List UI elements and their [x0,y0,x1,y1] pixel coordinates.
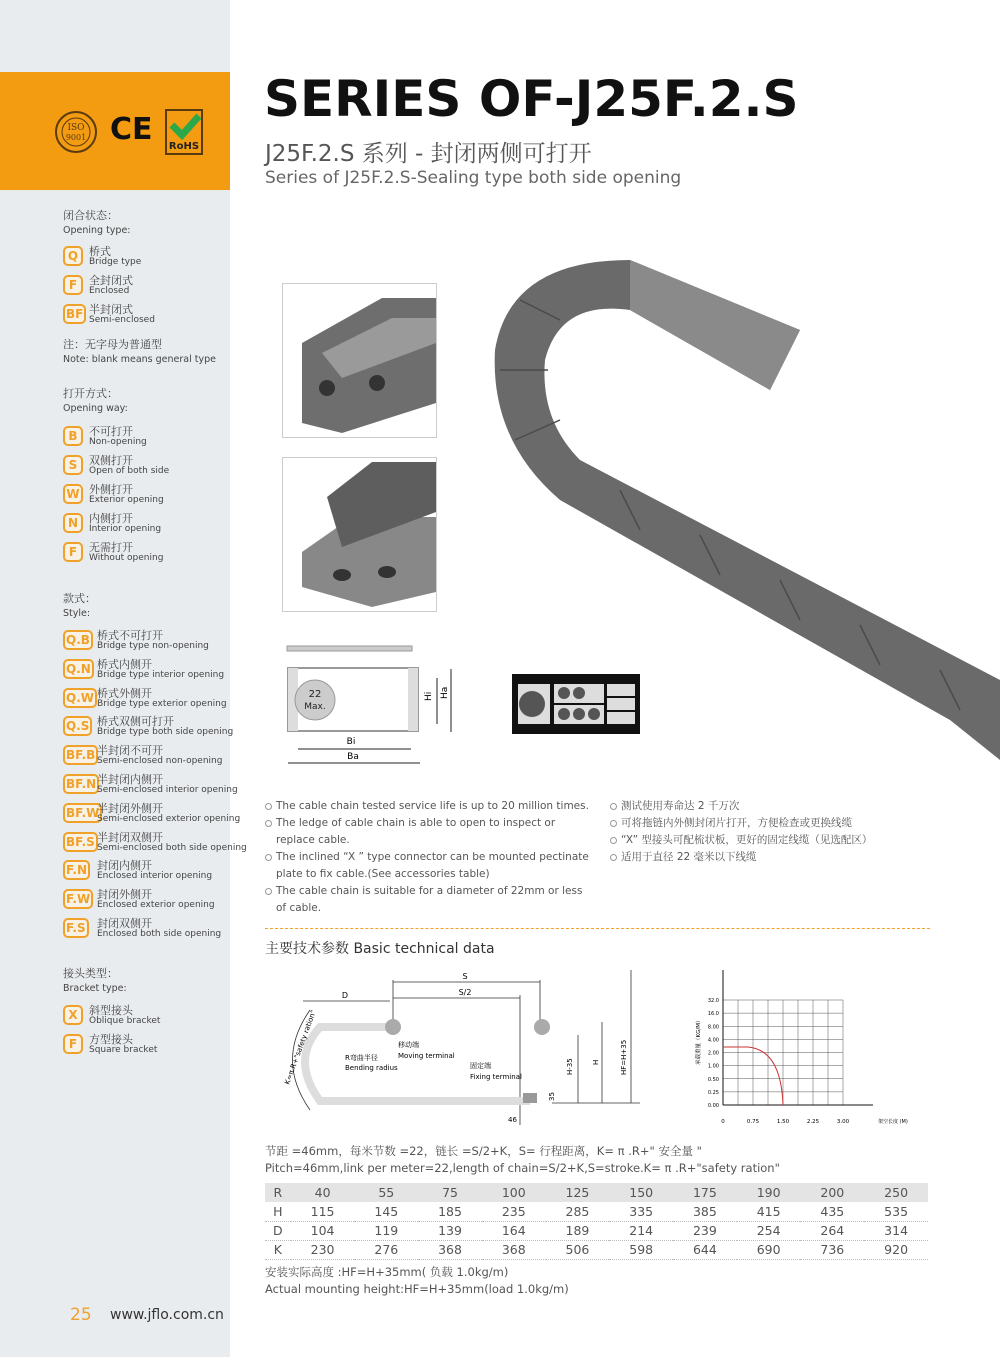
code-badge: S [63,455,83,475]
mounting-en: Actual mounting height:HF=H+35mm(load 1.0kg/m) [265,1282,569,1296]
y-tick: 16.0 [707,1011,719,1018]
x-tick: 1.50 [776,1119,790,1125]
y-label: 承载重量（KG/M） [696,1017,702,1065]
table-cell: 644 [673,1240,737,1259]
table-cell: 185 [418,1202,482,1221]
code-badge: F [63,542,83,562]
table-cell: 119 [354,1221,418,1240]
item-cn: 无需打开 [89,541,133,554]
item-cn: 封闭内侧开 [97,859,152,873]
svg-text:Ha: Ha [440,686,450,699]
table-cell: 239 [673,1221,737,1240]
code-badge: BF.W [63,803,102,823]
page-number: 25 [70,1305,92,1325]
item-en: Non-opening [89,437,147,447]
code-badge: Q.S [63,716,92,736]
code-badge: Q.N [63,659,94,679]
item-cn: 全封闭式 [89,274,133,287]
svg-text:Ba: Ba [347,752,359,762]
svg-text:R弯曲半径: R弯曲半径 [345,1054,378,1062]
y-tick: 4.00 [707,1037,719,1044]
item-en: Bridge type exterior opening [97,698,227,709]
item-en: Interior opening [89,524,162,534]
rohs-logo: RoHS [165,109,203,155]
feature-item: The ledge of cable chain is able to open to inspect or replace cable. [265,815,595,849]
feature-item: “X” 型接头可配梳状板，更好的固定线缆（见选配区） [610,832,930,849]
table-cell: 535 [864,1202,928,1221]
feature-item: 测试使用寿命达 2 千万次 [610,798,930,815]
table-cell: 435 [800,1202,864,1221]
table-cell: 190 [737,1183,801,1202]
table-cell: 368 [418,1240,482,1259]
item-cn: 封闭双侧开 [97,917,152,930]
y-tick: 32.0 [707,998,719,1004]
code-badge: Q [63,246,83,266]
feature-item: The inclined “X ” type connector can be mounted pectinate plate to fix cable.(See accessories table) [265,849,595,883]
item-en: Semi-enclosed [89,315,155,325]
x-tick: 2.25 [806,1119,820,1125]
formula-cn: 节距 =46mm，每米节数 =22，链长 =S/2+K，S= 行程距离，K= π .R+" 安全量 " [265,1144,702,1158]
cross-section-drawing [283,643,453,768]
svg-text:固定端: 固定端 [470,1062,491,1070]
row-label: D [265,1221,291,1240]
svg-text:S/2: S/2 [458,988,472,997]
table-cell: 285 [546,1202,610,1221]
item-cn: 桥式 [89,245,111,258]
svg-text:Bending radius: Bending radius [345,1064,398,1072]
code-badge: BF.S [63,832,98,852]
website-link[interactable]: www.jflo.com.cn [110,1307,224,1323]
svg-text:HF=H+35: HF=H+35 [620,1039,628,1075]
item-en: Oblique bracket [89,1016,161,1026]
code-badge: BF.B [63,745,98,765]
item-cn: 内侧打开 [89,512,133,525]
code-badge: B [63,426,83,446]
tech-heading: 主要技术参数 Basic technical data [265,941,495,957]
table-cell: 415 [737,1202,801,1221]
item-en: Semi-enclosed non-opening [97,756,223,767]
item-cn: 半封闭不可开 [97,744,163,758]
code-badge: W [63,484,83,504]
table-cell: 690 [737,1240,801,1259]
table-cell: 254 [737,1221,801,1240]
code-badge: Q.B [63,630,93,650]
item-cn: 封闭外侧开 [97,888,152,902]
mounting-cn: 安装实际高度 :HF=H+35mm( 负载 1.0kg/m) [265,1265,509,1279]
product-photo-detail-1 [282,283,437,438]
table-cell: 314 [864,1221,928,1240]
svg-text:D: D [341,991,349,1000]
item-en: Exterior opening [89,495,164,505]
svg-text:46: 46 [508,1116,517,1124]
table-cell: 189 [546,1221,610,1240]
load-chart [690,965,908,1130]
code-badge: F.W [63,889,93,909]
row-label: H [265,1202,291,1221]
item-en: Enclosed interior opening [97,871,213,882]
features-en [265,798,595,917]
svg-text:H: H [592,1059,600,1065]
y-tick: 0.25 [707,1089,719,1096]
max-diameter: 22 [308,689,322,700]
svg-text:K=π.R+"safety ration": K=π.R+"safety ration" [283,1009,318,1086]
item-en: Without opening [89,553,164,563]
style-heading: 款式： Style: [63,592,96,619]
item-cn: 外侧打开 [89,483,133,496]
table-cell: 115 [291,1202,355,1221]
item-cn: 斜型接头 [89,1004,133,1017]
item-en: Square bracket [89,1045,158,1055]
y-tick: 0.00 [707,1103,719,1109]
table-cell: 100 [482,1183,546,1202]
table-cell: 230 [291,1240,355,1259]
item-en: Enclosed both side opening [97,929,222,939]
max-label: Max. [304,702,326,712]
item-en: Bridge type both side opening [97,727,234,738]
table-cell: 276 [354,1240,418,1259]
svg-text:9001: 9001 [65,133,87,142]
code-badge: F [63,1034,83,1054]
item-en: Semi-enclosed both side opening [97,842,247,853]
row-label: K [265,1240,291,1259]
svg-text:ISO: ISO [67,123,85,133]
item-cn: 桥式双侧可打开 [97,715,174,729]
item-cn: 半封闭双侧开 [97,830,163,844]
code-badge: Q.W [63,688,97,708]
x-tick: 0 [721,1119,725,1125]
table-cell: 598 [609,1240,673,1259]
code-badge: X [63,1005,83,1025]
table-cell: 55 [354,1183,418,1202]
y-tick: 0.50 [707,1076,719,1083]
svg-text:Fixing terminal: Fixing terminal [470,1073,522,1081]
feature-item: 可将拖链内外侧封闭片打开，方便检查或更换线缆 [610,815,930,832]
table-cell: 506 [546,1240,610,1259]
table-row [265,1183,928,1202]
item-en: Bridge type non-opening [97,641,209,651]
svg-text:Bi: Bi [346,737,356,747]
chain-dimension-diagram [280,965,650,1130]
product-photo-detail-2 [282,457,437,612]
table-cell: 125 [546,1183,610,1202]
table-cell: 40 [291,1183,355,1202]
spec-table [265,1183,928,1260]
table-cell: 214 [609,1221,673,1240]
code-badge: BF [63,304,86,324]
opening-way-heading: 打开方式： Opening way: [63,387,128,414]
page-title: SERIES OF-J25F.2.S [264,70,799,128]
svg-text:Hi: Hi [424,691,434,701]
item-cn: 半封闭外侧开 [97,801,163,815]
item-cn: 双侧打开 [89,454,133,467]
features-cn [610,798,930,866]
svg-text:Moving terminal: Moving terminal [398,1052,455,1060]
table-row [265,1221,928,1240]
note: 注：无字母为普通型 Note: blank means general type [63,338,217,365]
table-cell: 368 [482,1240,546,1259]
feature-item: The cable chain tested service life is up to 20 million times. [265,798,595,815]
item-cn: 桥式外侧开 [97,686,152,700]
table-row [265,1240,928,1259]
table-cell: 250 [864,1183,928,1202]
item-cn: 桥式内侧开 [97,657,152,671]
table-cell: 920 [864,1240,928,1259]
feature-item: The cable chain is suitable for a diameter of 22mm or less of cable. [265,883,595,917]
item-cn: 不可打开 [89,425,133,438]
table-cell: 139 [418,1221,482,1240]
formula-en: Pitch=46mm,link per meter=22,length of chain=S/2+K,S=stroke.K= π .R+"safety ration" [265,1161,780,1175]
iso-9001-logo [52,110,102,156]
svg-text:移动端: 移动端 [398,1041,419,1049]
item-en: Bridge type [89,257,142,267]
subtitle-cn: J25F.2.S 系列 - 封闭两侧可打开 [265,141,592,167]
table-cell: 200 [800,1183,864,1202]
item-cn: 方型接头 [89,1033,133,1046]
item-en: Semi-enclosed exterior opening [97,813,241,824]
x-tick: 3.00 [836,1119,850,1125]
opening-type-heading: 闭合状态： Opening type: [63,209,131,236]
item-cn: 半封闭式 [89,303,133,316]
table-cell: 264 [800,1221,864,1240]
row-label: R [265,1183,291,1202]
check-icon [168,113,202,141]
item-en: Enclosed exterior opening [97,900,215,911]
table-cell: 145 [354,1202,418,1221]
table-cell: 75 [418,1183,482,1202]
table-cell: 335 [609,1202,673,1221]
svg-text:H-35: H-35 [566,1058,574,1075]
y-tick: 1.00 [707,1063,719,1070]
ce-mark: CE [110,112,153,147]
code-badge: F [63,275,83,295]
item-en: Open of both side [89,466,170,476]
item-en: Semi-enclosed interior opening [97,785,238,795]
item-en: Bridge type interior opening [97,669,225,680]
table-cell: 150 [609,1183,673,1202]
feature-item: 适用于直径 22 毫米以下线缆 [610,849,930,866]
code-badge: F.S [63,918,89,938]
svg-text:S: S [462,972,468,981]
code-badge: F.N [63,860,90,880]
x-tick: 0.75 [746,1119,760,1125]
connector-drawing [510,672,642,736]
table-cell: 104 [291,1221,355,1240]
svg-text:35: 35 [548,1092,556,1101]
y-tick: 8.00 [707,1024,719,1031]
subtitle-en: Series of J25F.2.S-Sealing type both side opening [265,168,682,188]
y-tick: 2.00 [707,1050,719,1057]
item-cn: 半封闭内侧开 [97,773,163,786]
x-label: 架空长度 (M) [878,1119,908,1125]
item-en: Enclosed [89,286,130,296]
table-cell: 736 [800,1240,864,1259]
table-cell: 385 [673,1202,737,1221]
table-cell: 235 [482,1202,546,1221]
table-row [265,1202,928,1221]
code-badge: BF.N [63,774,99,794]
table-cell: 175 [673,1183,737,1202]
bracket-type-heading: 接头类型： Bracket type: [63,967,127,994]
certification-banner [0,72,230,190]
item-cn: 桥式不可打开 [97,629,163,642]
table-cell: 164 [482,1221,546,1240]
divider [265,928,930,929]
code-badge: N [63,513,83,533]
